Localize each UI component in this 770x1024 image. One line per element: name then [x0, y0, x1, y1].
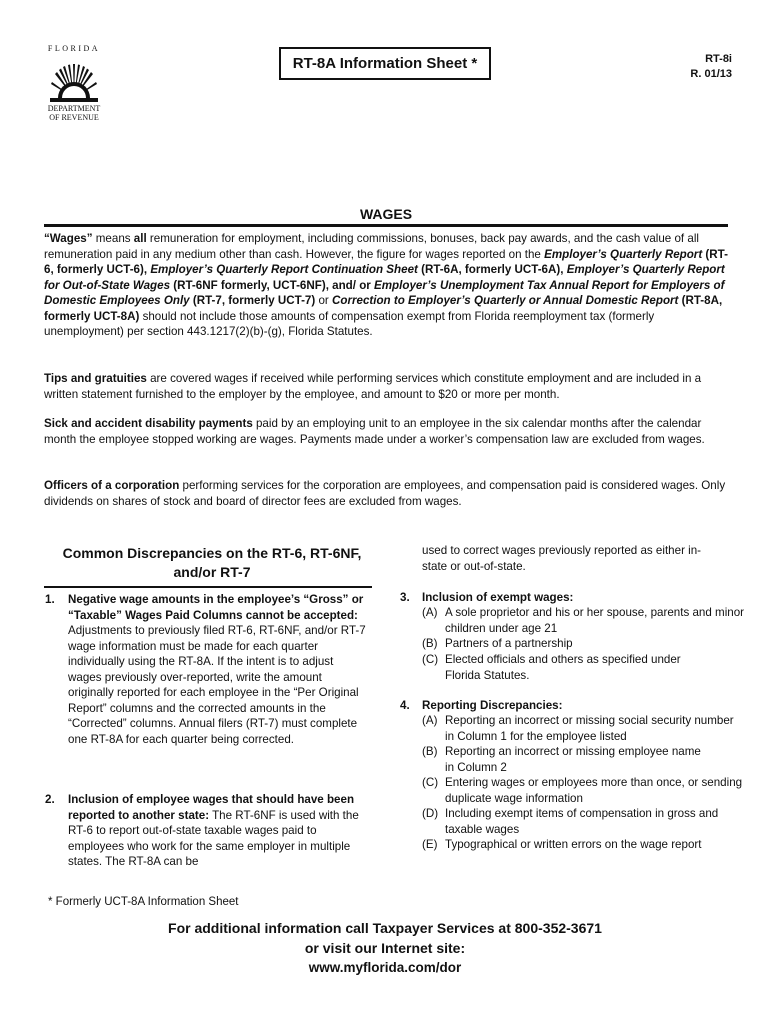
website-link[interactable]: www.myflorida.com/dor — [308, 960, 462, 975]
item-2-number: 2. — [45, 793, 55, 806]
form-revision: R. 01/13 — [690, 68, 732, 80]
sun-logo-icon — [50, 54, 98, 102]
item-4-title: Reporting Discrepancies: — [422, 699, 563, 712]
florida-dor-logo — [34, 44, 114, 124]
footnote: * Formerly UCT-8A Information Sheet — [48, 896, 239, 908]
form-identifier — [690, 52, 732, 82]
discrepancies-heading: Common Discrepancies on the RT-6, RT-6NF, and/or RT-7 — [62, 545, 362, 580]
item-3-title: Inclusion of exempt wages: — [422, 591, 574, 604]
page-title: RT-8A Information Sheet * — [279, 47, 491, 80]
item-1-number: 1. — [45, 593, 55, 606]
item-3-number: 3. — [400, 591, 410, 604]
discrepancies-divider — [44, 586, 372, 588]
tips-paragraph: Tips and gratuities are covered wages if received while performing services which constitute employment and are included in a written statement furnished to the employer by the employee, and amount to $20 or more per month. — [44, 372, 702, 401]
item-2-text: Inclusion of employee wages that should have been reported to another state: The RT-6NF is used with the RT-6 to report out-of-state taxable wages paid to employees who work for the same employer in multiple states. The RT-8A can be — [68, 793, 359, 868]
logo-state-name: FLORIDA — [47, 44, 101, 53]
form-code: RT-8i — [705, 53, 732, 65]
item-1-text: Negative wage amounts in the employee’s “Gross” or “Taxable” Wages Paid Columns cannot be accepted: Adjustments to previously filed RT-6, RT-6NF, and/or RT-7 wage information must be made for each quarter individually using the RT-8A. If the intent is to adjust wages previously over-reported, write the amount originally reported for each employee in the “Per Original Report” columns and the corrected amounts in the “Corrected” columns. Annual filers (RT-7) must complete one RT-8A for each quarter being corrected. — [68, 593, 366, 746]
logo-department: DEPARTMENT OF REVENUE — [47, 104, 101, 122]
officers-paragraph: Officers of a corporation performing services for the corporation are employees, and compensation paid is considered wages. Only dividends on shares of stock and board of director fees are excluded from wages. — [44, 479, 726, 508]
contact-line: For additional information call Taxpayer Services at 800-352-3671 — [168, 920, 602, 936]
wages-divider — [44, 224, 728, 227]
item-4-number: 4. — [400, 699, 410, 712]
wages-definition: “Wages” means all remuneration for employment, including commissions, bonuses, back pay awards, and the cash value of all remuneration paid in any medium other than cash. However, the figure for wages reported on the Employer’s Quarterly Report (RT-6, formerly UCT-6), Employer’s Quarterly Report Continuation Sheet (RT-6A, formerly UCT-6A), Employer’s Quarterly Report for Out-of-State Wages (RT-6NF formerly, UCT-6NF), and/ or Employer’s Unemployment Tax Annual Report for Employers of Domestic Employees Only (RT-7, formerly UCT-7) or Correction to Employer’s Quarterly or Annual Domestic Report (RT-8A, formerly UCT-8A) should not include those amounts of compensation exempt from Florida reemployment tax (formerly unemployment) per section 443.1217(2)(b)-(g), Florida Statutes. — [44, 232, 728, 338]
contact-line-2: or visit our Internet site: — [304, 940, 466, 956]
sick-pay-paragraph: Sick and accident disability payments paid by an employing unit to an employee in the six calendar months after the calendar month the employee stopped working are wages. Payments made under a worker’s compensation law are excluded from wages. — [44, 417, 705, 446]
wages-heading: WAGES — [359, 206, 413, 222]
item-2-continuation: used to correct wages previously reported as either in-state or out-of-state. — [422, 544, 702, 573]
